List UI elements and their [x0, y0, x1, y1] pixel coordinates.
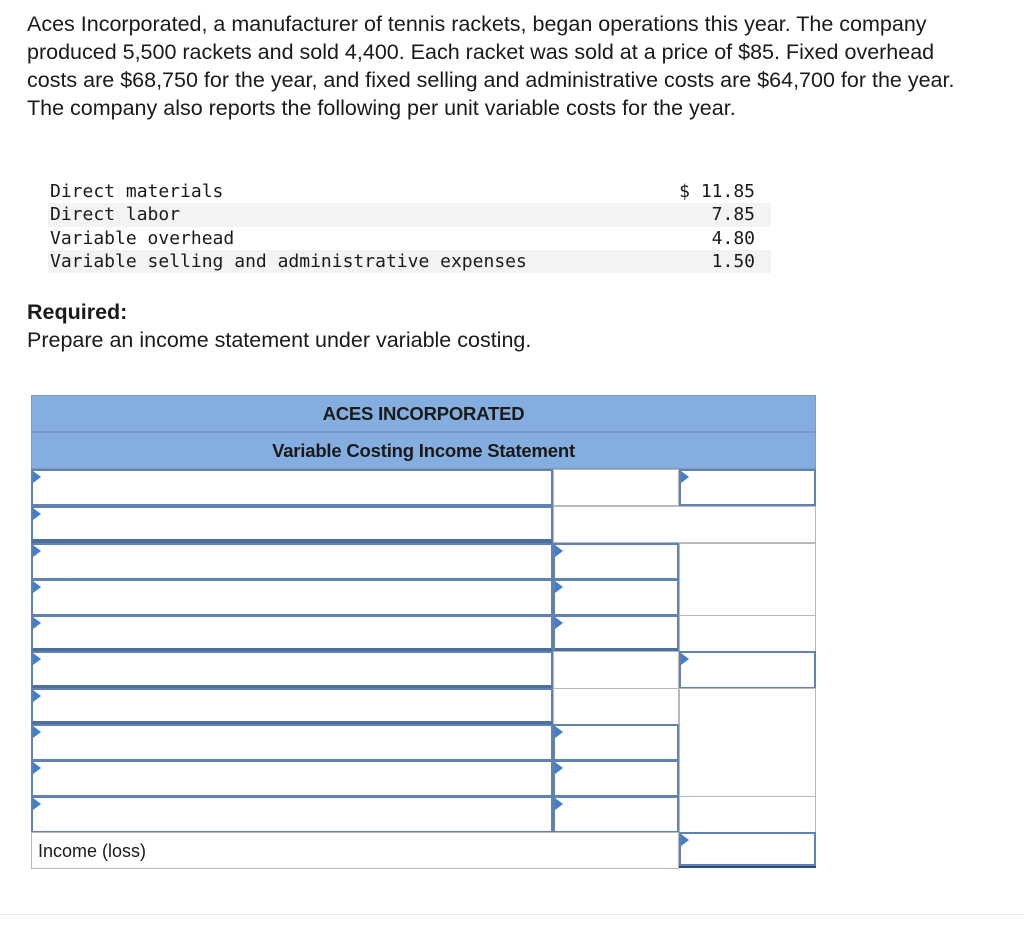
cost-amount: 4.80 — [711, 227, 755, 249]
amount-input[interactable] — [553, 796, 679, 833]
company-name-header: ACES INCORPORATED — [31, 395, 816, 432]
dropdown-marker-icon — [33, 690, 41, 702]
table-row — [48, 180, 771, 203]
cost-amount: 7.85 — [653, 203, 771, 226]
footer-divider — [0, 914, 1024, 915]
amount-cell — [553, 688, 679, 725]
total-amount-input[interactable] — [679, 469, 816, 506]
income-loss-input[interactable] — [679, 832, 816, 866]
cost-label: Variable selling and administrative expenses — [48, 250, 653, 273]
amount-input[interactable] — [553, 760, 679, 797]
dropdown-marker-icon — [681, 471, 689, 483]
total-cell — [679, 796, 816, 833]
dropdown-marker-icon — [555, 798, 563, 810]
required-instruction: Prepare an income statement under variable costing. — [27, 328, 532, 352]
line-item-dropdown[interactable] — [31, 579, 553, 616]
dropdown-marker-icon — [681, 653, 689, 665]
dropdown-marker-icon — [555, 762, 563, 774]
line-item-dropdown[interactable] — [31, 760, 553, 797]
dropdown-marker-icon — [33, 581, 41, 593]
table-row — [48, 203, 771, 226]
line-item-dropdown[interactable] — [31, 615, 553, 652]
cost-label: Variable overhead — [50, 227, 235, 249]
dropdown-marker-icon — [681, 834, 689, 846]
cost-label: Direct materials — [50, 181, 224, 202]
dropdown-marker-icon — [33, 762, 41, 774]
dropdown-marker-icon — [33, 726, 41, 738]
line-item-dropdown[interactable] — [31, 796, 553, 833]
amount-cell — [553, 506, 816, 543]
total-cell — [679, 688, 816, 798]
dropdown-marker-icon — [33, 545, 41, 557]
problem-statement: Aces Incorporated, a manufacturer of tennis rackets, began operations this year. The company produced 5,500 rackets and sold 4,400. Each racket was sold at a price of $85. Fixed overhead costs are $68,750 for the year, and fixed selling and administrative costs are $64,700 for the year. The company also reports the following per unit variable costs for the year. — [27, 12, 955, 120]
income-statement-worksheet — [31, 395, 817, 869]
amount-input[interactable] — [553, 579, 679, 616]
income-loss-row — [31, 832, 679, 869]
table-row — [48, 250, 771, 273]
line-item-dropdown[interactable] — [31, 506, 553, 543]
cost-amount: 1.50 — [653, 250, 771, 273]
total-cell — [679, 615, 816, 652]
dropdown-marker-icon — [33, 653, 41, 665]
line-item-dropdown[interactable] — [31, 651, 553, 689]
dropdown-marker-icon — [33, 798, 41, 810]
variable-cost-table — [48, 180, 771, 273]
line-item-dropdown[interactable] — [31, 469, 553, 506]
cost-label: Direct labor — [48, 203, 653, 226]
line-item-dropdown[interactable] — [31, 543, 553, 580]
dropdown-marker-icon — [33, 508, 41, 520]
statement-title-header: Variable Costing Income Statement — [31, 432, 816, 469]
amount-cell — [553, 651, 679, 689]
amount-input[interactable] — [553, 724, 679, 761]
table-row — [48, 227, 771, 250]
required-heading: Required: — [27, 300, 128, 324]
income-loss-label: Income (loss) — [38, 841, 147, 861]
total-amount-input[interactable] — [679, 651, 816, 689]
dropdown-marker-icon — [33, 471, 41, 483]
dropdown-marker-icon — [555, 545, 563, 557]
dropdown-marker-icon — [33, 617, 41, 629]
cost-amount: $ 11.85 — [679, 181, 755, 202]
dropdown-marker-icon — [555, 581, 563, 593]
dropdown-marker-icon — [555, 617, 563, 629]
line-item-dropdown[interactable] — [31, 724, 553, 761]
amount-cell — [553, 469, 679, 506]
dropdown-marker-icon — [555, 726, 563, 738]
double-underline — [679, 866, 816, 868]
total-cell — [679, 543, 816, 616]
amount-input[interactable] — [553, 543, 679, 580]
line-item-dropdown[interactable] — [31, 688, 553, 725]
amount-input[interactable] — [553, 615, 679, 652]
